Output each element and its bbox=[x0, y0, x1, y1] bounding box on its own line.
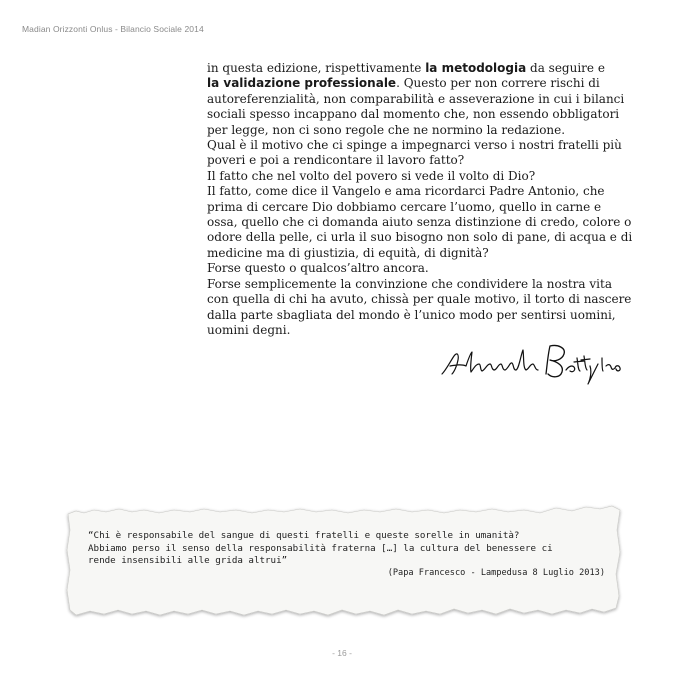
body-line: poveri e poi a rendicontare il lavoro fatto? bbox=[207, 153, 465, 168]
body-line bbox=[207, 61, 627, 76]
body-line: uomini degni. bbox=[207, 322, 291, 337]
body-line: sociali spesso incappano dal momento che, non essendo obbligatori bbox=[207, 107, 620, 122]
body-line bbox=[207, 76, 627, 91]
body-line: dalla parte sbagliata del mondo è l’unico modo per sentirsi uomini, bbox=[207, 307, 616, 322]
body-line: Il fatto che nel volto del povero si vede il volto di Dio? bbox=[207, 168, 536, 183]
body-line: ossa, quello che ci domanda aiuto senza distinzione di credo, colore o bbox=[207, 215, 632, 230]
quote-text bbox=[88, 530, 608, 568]
body-line: con quella di chi ha avuto, chissà per quale motivo, il torto di nascere bbox=[207, 292, 632, 307]
quote-source: (Papa Francesco - Lampedusa 8 Luglio 2013) bbox=[387, 568, 605, 578]
body-text bbox=[207, 61, 633, 338]
body-line: per legge, non ci sono regole che ne normino la redazione. bbox=[207, 122, 566, 137]
quote-line: “Chi è responsabile del sangue di questi fratelli e queste sorelle in umanità? bbox=[88, 530, 520, 541]
body-line: Forse semplicemente la convinzione che condividere la nostra vita bbox=[207, 276, 612, 291]
signature-image bbox=[438, 340, 624, 388]
text-run: in questa edizione, rispettivamente bbox=[207, 61, 426, 75]
bold-term-validation: la validazione professionale bbox=[207, 76, 397, 91]
quote-line: rende insensibili alle grida altrui” bbox=[88, 555, 288, 566]
body-line: prima di cercare Dio dobbiamo cercare l’uomo, quello in carne e bbox=[207, 199, 602, 214]
quote-line: Abbiamo perso il senso della responsabilità fraterna […] la cultura del benessere ci bbox=[88, 542, 553, 554]
body-line: Forse questo o qualcos’altro ancora. bbox=[207, 261, 429, 276]
text-run: . Questo per non correre rischi di bbox=[396, 76, 600, 91]
body-line: Qual è il motivo che ci spinge a impegnarci verso i nostri fratelli più bbox=[207, 138, 622, 153]
body-line: autoreferenzialità, non comparabilità e asseverazione in cui i bilanci bbox=[207, 91, 625, 106]
bold-term-methodology: la metodologia bbox=[425, 61, 527, 75]
text-run: da seguire e bbox=[526, 61, 605, 75]
body-line: medicine ma di giustizia, di equità, di dignità? bbox=[207, 245, 489, 260]
page-number: - 16 - bbox=[332, 648, 352, 658]
running-header: Madian Orizzonti Onlus - Bilancio Sociale 2014 bbox=[22, 24, 204, 34]
body-line: Il fatto, come dice il Vangelo e ama ricordarci Padre Antonio, che bbox=[207, 184, 605, 199]
body-line: odore della pelle, ci urla il suo bisogno non solo di pane, di acqua e di bbox=[207, 230, 633, 245]
